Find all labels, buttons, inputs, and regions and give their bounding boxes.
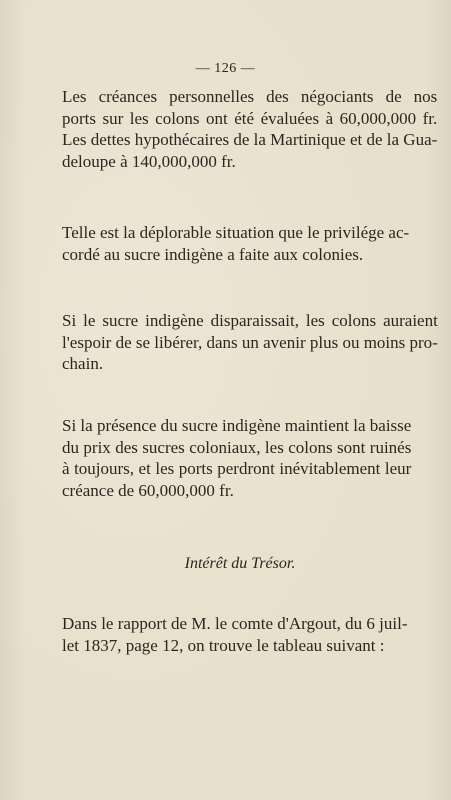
paragraph-5: [62, 613, 408, 656]
text-line: Si le sucre indigène disparaissait, les colons auraient: [62, 311, 438, 330]
text-line: Si la présence du sucre indigène maintient la baisse: [62, 416, 412, 435]
paragraph-4: [62, 415, 411, 501]
text-line: ports sur les colons ont été évaluées à 60,000,000 fr.: [62, 108, 438, 128]
text-line: créance de 60,000,000 fr.: [62, 480, 234, 500]
paragraph-1: [62, 86, 437, 172]
text-line: deloupe à 140,000,000 fr.: [62, 151, 236, 171]
section-heading: Intérêt du Trésor.: [184, 555, 296, 572]
page-number: — 126 —: [195, 61, 256, 76]
text-line: l'espoir de se libérer, dans un avenir plus ou moins pro-: [62, 332, 438, 352]
text-line: cordé au sucre indigène a faite aux colonies.: [62, 244, 364, 264]
text-line: Les créances personnelles des négociants de nos: [62, 87, 438, 106]
text-line: Telle est la déplorable situation que le privilége ac-: [62, 223, 410, 242]
text-line: let 1837, page 12, on trouve le tableau suivant :: [62, 635, 385, 655]
text-line: Dans le rapport de M. le comte d'Argout, du 6 juil-: [62, 614, 408, 633]
text-line: Les dettes hypothécaires de la Martinique et de la Gua-: [62, 130, 438, 149]
text-line: chain.: [62, 354, 104, 373]
paragraph-3: [62, 310, 438, 375]
paragraph-2: [62, 222, 409, 265]
text-line: à toujours, et les ports perdront inévitablement leur: [62, 459, 412, 478]
text-line: du prix des sucres coloniaux, les colons sont ruinés: [62, 437, 412, 457]
